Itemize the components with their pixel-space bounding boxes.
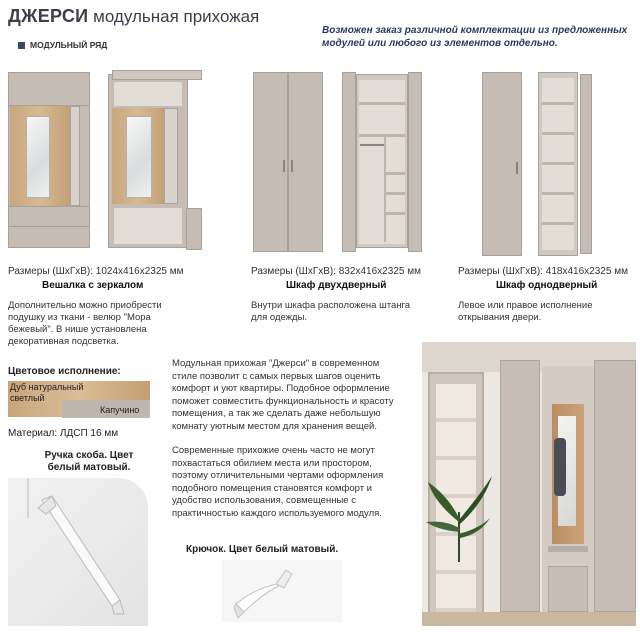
material-label: Материал: ЛДСП 16 мм	[8, 428, 119, 439]
square-bullet-icon	[18, 42, 25, 49]
swatch-cappuccino-label: Капучино	[100, 405, 140, 415]
product-2-illustration-open	[342, 72, 422, 252]
product-3-illustration-closed	[482, 72, 522, 256]
product-2-dims: Размеры (ШхГхВ): 832х416х2325 мм	[251, 266, 421, 277]
product-3-desc: Левое или правое исполнение открывания двери.	[458, 300, 593, 323]
mirror-niche	[542, 366, 594, 612]
description-paragraph-2: Современные прихожие очень часто не могут похвастаться обилием места или простором, поэтому отличительными чертами оформления подобного помещения становятся комфорт и удобство использования, совмещенные с практичностью каждого используемого модуля.	[172, 445, 384, 519]
interior-photo	[422, 342, 636, 626]
section-heading	[18, 40, 107, 50]
mirror	[26, 116, 50, 198]
wardrobe-right	[594, 360, 636, 612]
hook-label: Крючок. Цвет белый матовый.	[186, 544, 339, 555]
product-3-name: Шкаф однодверный	[496, 280, 598, 291]
page-title	[8, 6, 259, 27]
order-notice: Возможен заказ различной комплектации из предложенных модулей или любого из элементов отдельно.	[322, 25, 628, 49]
hook-image	[222, 560, 342, 622]
coat	[554, 438, 566, 496]
color-heading: Цветовое исполнение:	[8, 366, 121, 377]
product-2-desc: Внутри шкафа расположена штанга для одежды.	[251, 300, 411, 323]
wardrobe-left	[500, 360, 540, 612]
hook-icon	[222, 560, 342, 622]
product-2-name: Шкаф двухдверный	[286, 280, 387, 291]
brand-name: ДЖЕРСИ	[8, 6, 89, 26]
description-paragraph-1: Модульная прихожая "Джерси" в современном стиле позволит с самых первых шагов оценить комфорт и уют квартиры. Подобное оформление поможет совместить функциональность и красоту помещения, а так же сделать даже небольшую комнату уютным местом для хранения вещей.	[172, 358, 394, 432]
brand-subtitle: модульная прихожая	[93, 7, 260, 26]
handle-label: Ручка скоба. Цвет белый матовый.	[44, 450, 134, 473]
product-1-illustration-open	[108, 70, 204, 252]
product-1-desc: Дополнительно можно приобрести подушку из ткани - велюр "Мора бежевый". В нише установлена декоративная подсветка.	[8, 300, 162, 347]
section-label: МОДУЛЬНЫЙ РЯД	[30, 40, 108, 50]
product-1-illustration-closed	[8, 72, 90, 248]
swatch-oak-label: Дуб натуральный светлый	[10, 382, 84, 403]
product-1-name: Вешалка с зеркалом	[42, 280, 144, 291]
product-1-dims: Размеры (ШхГхВ): 1024х416х2325 мм	[8, 266, 184, 277]
plant	[424, 462, 494, 562]
product-3-illustration-open	[538, 72, 598, 256]
product-2-illustration-closed	[253, 72, 323, 252]
product-3-dims: Размеры (ШхГхВ): 418х416х2325 мм	[458, 266, 628, 277]
handle-image	[8, 478, 148, 626]
handle-bracket-icon	[8, 478, 148, 626]
